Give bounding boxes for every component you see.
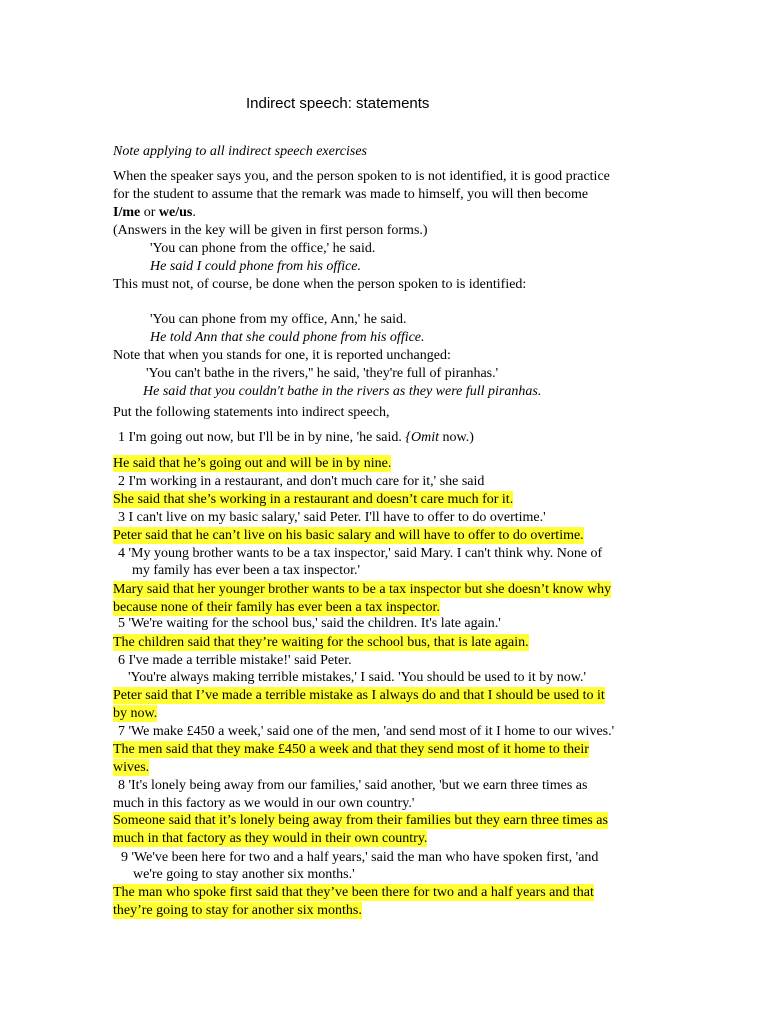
page-title: Indirect speech: statements	[246, 95, 430, 112]
answer-6-line-1: Peter said that I’ve made a terrible mistake as I always do and that I should be used to it	[113, 688, 605, 703]
answer-8-line-1: Someone said that it’s lonely being away from their families but they earn three times as	[113, 813, 608, 828]
question-8-line-1: 8 'It's lonely being away from our families,' said another, 'but we earn three times as	[118, 778, 588, 793]
answer-9-line-2: they’re going to stay for another six months.	[113, 903, 362, 918]
answer-4-line-1: Mary said that her younger brother wants to be a tax inspector but she doesn’t know why	[113, 582, 612, 597]
answer-8-line-2: much in that factory as they would in their own country.	[113, 831, 428, 846]
answer-2: She said that she’s working in a restaurant and doesn’t care much for it.	[113, 492, 514, 507]
answer-6-line-2: by now.	[113, 706, 158, 721]
intro-line-4: (Answers in the key will be given in first person forms.)	[113, 223, 428, 238]
question-3: 3 I can't live on my basic salary,' said Peter. I'll have to offer to do overtime.'	[118, 510, 546, 525]
answer-5: The children said that they’re waiting for the school bus, that is late again.	[113, 635, 529, 650]
note-heading: Note applying to all indirect speech exercises	[113, 144, 368, 159]
intro-or: or	[140, 205, 159, 220]
answer-3: Peter said that he can’t live on his basic salary and will have to offer to do overtime.	[113, 528, 584, 543]
question-7: 7 'We make £450 a week,' said one of the men, 'and send most of it I home to our wives.'	[118, 724, 615, 739]
question-8-line-2: much in this factory as we would in our own country.'	[113, 796, 415, 811]
instruction: Put the following statements into indirect speech,	[113, 405, 390, 420]
example-3-answer: He said that you couldn't bathe in the rivers as they were full piranhas.	[143, 384, 542, 399]
answer-7-line-1: The men said that they make £450 a week and that they send most of it home to their	[113, 742, 589, 757]
question-1-end: now.)	[439, 430, 474, 445]
rule-1: This must not, of course, be done when the person spoken to is identified:	[113, 277, 527, 292]
question-6-line-2: 'You're always making terrible mistakes,' I said. 'You should be used to it by now.'	[128, 670, 586, 685]
example-3-quote: 'You can't bathe in the rivers,'' he said, 'they're full of piranhas.'	[146, 366, 499, 381]
question-9-line-1: 9 'We've been here for two and a half years,' said the man who have spoken first, 'and	[121, 850, 599, 865]
question-4-line-2: my family has ever been a tax inspector.'	[132, 563, 360, 578]
example-1-answer: He said I could phone from his office.	[150, 259, 362, 274]
example-1-quote: 'You can phone from the office,' he said.	[150, 241, 376, 256]
answer-9-line-1: The man who spoke first said that they’ve been there for two and a half years and that	[113, 885, 594, 900]
term-we-us: we/us	[158, 205, 193, 220]
answer-7-line-2: wives.	[113, 760, 150, 775]
answer-1: He said that he’s going out and will be in by nine.	[113, 456, 392, 471]
question-1-omit: {Omit	[405, 430, 440, 445]
question-5: 5 'We're waiting for the school bus,' said the children. It's late again.'	[118, 616, 501, 631]
question-9-line-2: we're going to stay another six months.'	[133, 867, 355, 882]
rule-2: Note that when you stands for one, it is reported unchanged:	[113, 348, 451, 363]
question-4-line-1: 4 'My young brother wants to be a tax inspector,' said Mary. I can't think why. None of	[118, 546, 603, 561]
example-2-quote: 'You can phone from my office, Ann,' he said.	[150, 312, 407, 327]
intro-period: .	[192, 205, 196, 220]
answer-4-line-2: because none of their family has ever been a tax inspector.	[113, 600, 440, 615]
question-2: 2 I'm working in a restaurant, and don't much care for it,' she said	[118, 474, 485, 489]
intro-line-2: for the student to assume that the remark was made to himself, you will then become	[113, 187, 589, 202]
question-6-line-1: 6 I've made a terrible mistake!' said Peter.	[118, 653, 352, 668]
question-1	[118, 429, 474, 446]
intro-line-3	[113, 204, 196, 221]
intro-line-1: When the speaker says you, and the person spoken to is not identified, it is good practice	[113, 169, 610, 184]
question-1-text: 1 I'm going out now, but I'll be in by nine, 'he said.	[118, 430, 406, 445]
example-2-answer: He told Ann that she could phone from his office.	[150, 330, 425, 345]
term-i-me: I/me	[113, 205, 141, 220]
